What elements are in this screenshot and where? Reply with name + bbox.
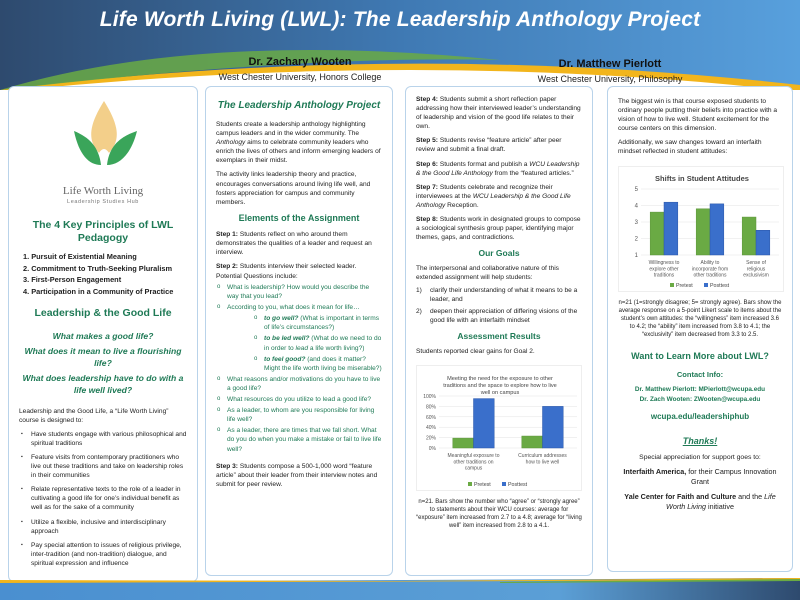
- text-segment: to feel good?: [264, 355, 306, 363]
- y-tick-label: 0%: [428, 446, 436, 453]
- contact-heading: Contact Info:: [676, 369, 724, 379]
- text-segment: initiative: [705, 501, 734, 511]
- goal-item: [416, 307, 582, 325]
- text-segment: Students create a leadership anthology highlighting campus leaders and in the wider community. The: [216, 121, 366, 138]
- text-segment: (What is important in terms of life’s circumstances?): [264, 315, 380, 332]
- step-label: Step 2:: [216, 262, 238, 270]
- legend-label: Posttest: [710, 282, 730, 289]
- steps-list: [416, 95, 582, 242]
- bar-pretest: [453, 438, 474, 448]
- step-2: [216, 262, 382, 271]
- bar-posttest: [756, 230, 770, 255]
- text-segment: Anthology: [216, 139, 246, 147]
- step-text: Students interview their selected leader.: [239, 262, 357, 270]
- step-label: Step 3:: [216, 462, 238, 470]
- logo-leaves-flame-icon: [19, 95, 189, 187]
- author-1: [160, 56, 440, 82]
- bar-posttest: [474, 399, 495, 448]
- chart-caption: n=21 (1=strongly disagree; 5= strongly agree). Bars show the average response on a 5-point Likert scale to items about the student’s own attitudes: the “willingness” item increased 3.6 to 4.2; the “ability” item increased from 3.8 to 4.1; the “exclusivity” item decreased from 3.3 to 2.5.: [618, 299, 782, 339]
- goal-number: 2): [416, 307, 422, 315]
- anthology-description: [216, 120, 382, 165]
- thanks-yale-center: [618, 492, 782, 512]
- legend-swatch-pretest: [468, 482, 472, 486]
- thanks-intro: Special appreciation for support goes to:: [639, 453, 761, 461]
- x-tick-label: Willingness to explore other traditions: [648, 259, 680, 279]
- bar-posttest: [543, 406, 564, 448]
- website-link[interactable]: wcupa.edu/leadershiphub: [650, 412, 750, 422]
- y-tick-label: 80%: [425, 404, 436, 411]
- course-intro: Leadership and the Good Life, a “Life Worth Living” course is designed to:: [19, 407, 169, 424]
- legend-swatch-posttest: [704, 283, 708, 287]
- text-segment: WCU Leadership & the Good Life Anthology: [416, 192, 571, 209]
- author-affiliation: West Chester University, Philosophy: [537, 74, 683, 84]
- text-segment: Step 6:: [416, 160, 438, 168]
- text-segment: Life Worth Living: [666, 492, 776, 511]
- potential-questions-label: Potential Questions include:: [216, 272, 298, 280]
- text-segment: Students format and publish a: [437, 160, 530, 168]
- x-tick-label: Sense of religious exclusivism: [743, 259, 769, 279]
- text-segment: Step 8:: [416, 216, 438, 224]
- step-7: [416, 183, 582, 210]
- interview-question: o What is leadership? How would you describe the way that you lead?: [216, 283, 382, 301]
- y-tick-label: 100%: [423, 394, 436, 401]
- x-tick-label: Curriculum addresses how to live well: [518, 453, 567, 466]
- bar-posttest: [710, 203, 724, 254]
- legend-swatch-posttest: [502, 482, 506, 486]
- author-name: Dr. Matthew Pierlott: [558, 58, 662, 70]
- y-tick-label: 3: [634, 219, 638, 226]
- y-tick-label: 60%: [425, 414, 436, 421]
- legend-label: Pretest: [474, 482, 491, 489]
- panel-attitudes-contact: [607, 86, 793, 572]
- text-segment: Interfaith America,: [623, 467, 687, 477]
- sub-question: [253, 355, 382, 373]
- text-segment: Step 5:: [416, 137, 438, 145]
- text-segment: Students work in designated groups to compose a sociological synthesis group paper, identifying major themes, gaps, and contradictions.: [416, 216, 581, 242]
- text-segment: Step 4:: [416, 96, 438, 103]
- step-5: [416, 136, 582, 154]
- text-segment: for their Campus Innovation Grant: [686, 467, 777, 487]
- poster-header: [0, 0, 800, 90]
- goals-intro: The interpersonal and collaborative nature of this extended assignment will help students:: [416, 265, 559, 282]
- principles-list: [23, 251, 187, 297]
- principles-heading: The 4 Key Principles of LWL Pedagogy: [32, 218, 174, 245]
- y-tick-label: 20%: [425, 435, 436, 442]
- step-3: [216, 462, 382, 489]
- x-tick-label: Meaningful exposure to other traditions on campus: [447, 453, 500, 472]
- anthology-heading: The Leadership Anthology Project: [217, 100, 381, 111]
- attitudes-intro: Additionally, we saw changes toward an interfaith mindset reflected in student attitudes:: [618, 139, 762, 156]
- logo-name: Life Worth Living: [62, 185, 144, 198]
- interview-question: o What resources do you utilize to lead a good life?: [216, 395, 382, 404]
- author-name: Dr. Zachary Wooten: [248, 56, 352, 68]
- text-segment: from the “featured articles.”: [492, 169, 574, 177]
- contact-email[interactable]: Dr. Matthew Pierlott: MPierlott@wcupa.edu: [634, 385, 766, 393]
- list-item: ▪ Pay special attention to issues of religious privilege, inter-tradition (and non-tradition) dialogue, and spiritual expression and influence: [21, 541, 187, 568]
- chart-exposure: [416, 365, 582, 491]
- text-segment: Reception.: [445, 201, 479, 209]
- author-2: [470, 58, 750, 84]
- author-affiliation: West Chester University, Honors College: [218, 72, 382, 82]
- guiding-question: What makes a good life?: [52, 330, 154, 341]
- principle-item: 4. Participation in a Community of Practice: [23, 286, 174, 296]
- y-tick-label: 5: [634, 186, 638, 193]
- learn-more-heading: Want to Learn More about LWL?: [631, 351, 769, 362]
- chart-title: Shifts in Student Attitudes: [655, 173, 749, 183]
- step-text: Students reflect on who around them demonstrates the qualities of a leader and request an interview.: [216, 230, 372, 256]
- legend-label: Posttest: [508, 482, 528, 489]
- text-segment: WCU Leadership & the Good Life Anthology: [416, 160, 580, 177]
- bar-pretest: [650, 212, 664, 255]
- chart-caption: n=21. Bars show the number who “agree” or “strongly agree” to statements about their WCU courses: average for “exposure” item increased from 2.7 to a 4.8; average for “living well” item increased from 2.8 to a 4.1.: [416, 499, 582, 530]
- step-4: [416, 95, 582, 131]
- text-segment: (and does it matter? Might the life worth living be miserable?): [264, 355, 382, 372]
- footer-band: [0, 578, 800, 600]
- y-tick-label: 1: [634, 252, 638, 259]
- goal-text: clarify their understanding of what it means to be a leader, and: [430, 286, 578, 303]
- interview-question: o What reasons and/or motivations do you have to live a good life?: [216, 375, 382, 393]
- goals-list: [416, 286, 582, 325]
- step-1: [216, 230, 382, 257]
- principle-item: 3. First-Person Engagement: [23, 275, 122, 285]
- text-segment: Students revise “feature article” after peer review and submit a final draft.: [416, 137, 562, 154]
- sub-question: [253, 334, 382, 352]
- step-label: Step 1:: [216, 230, 238, 238]
- y-tick-label: 4: [634, 203, 638, 210]
- text-segment: to be led well?: [264, 335, 310, 343]
- anthology-activity: The activity links leadership theory and practice, encourages conversations around living life well, and fosters appreciation for campus and community members.: [216, 171, 371, 206]
- principle-item: 2. Commitment to Truth-Seeking Pluralism: [23, 263, 173, 273]
- panel-anthology: [205, 86, 393, 576]
- course-goals-list: [21, 430, 187, 568]
- principle-item: 1. Pursuit of Existential Meaning: [23, 252, 137, 262]
- text-segment: and the: [736, 492, 765, 502]
- interview-questions: [216, 283, 382, 454]
- chart-title: Meeting the need for the exposure to other traditions and the space to explore how to live well on campus: [443, 376, 557, 397]
- y-tick-label: 2: [634, 236, 638, 243]
- logo-subtitle: Leadership Studies Hub: [67, 199, 139, 206]
- contact-list: [618, 385, 782, 406]
- text-segment: Yale Center for Faith and Culture: [624, 492, 737, 502]
- thanks-interfaith-america: [618, 467, 782, 487]
- step-8: [416, 215, 582, 242]
- legend-label: Pretest: [676, 282, 693, 289]
- text-segment: to go well?: [264, 315, 299, 323]
- goals-heading: Our Goals: [478, 248, 520, 259]
- x-tick-label: Ability to incorporate from other traditions: [691, 259, 729, 279]
- text-segment: a life worth living?): [308, 344, 365, 352]
- guiding-question: What does leadership have to do with a life well lived?: [22, 373, 184, 396]
- text-segment: Students celebrate and recognize their interviewees at the: [416, 183, 553, 200]
- good-life-heading: Leadership & the Good Life: [34, 307, 172, 319]
- list-item: ▪ Relate representative texts to the role of a leader in cultivating a good life for one’s individual benefit as well as for the sake of a community: [21, 485, 187, 512]
- results-heading: Assessment Results: [457, 330, 541, 341]
- step-text: Students compose a 500-1,000 word “feature article” about their leader from their interview notes and submit for peer review.: [216, 462, 378, 488]
- elements-heading: Elements of the Assignment: [238, 212, 360, 223]
- goal-item: [416, 286, 582, 304]
- interview-question: o As a leader, to whom are you responsible for living life well?: [216, 406, 382, 424]
- guiding-questions: [19, 331, 187, 397]
- panel-steps-results: [405, 86, 593, 576]
- question-text: According to you, what does it mean for life…: [227, 304, 360, 312]
- panel-principles: [8, 86, 198, 582]
- legend-swatch-pretest: [670, 283, 674, 287]
- bar-pretest: [742, 217, 756, 255]
- contact-email[interactable]: Dr. Zach Wooten: ZWooten@wcupa.edu: [639, 395, 761, 403]
- results-intro: Students reported clear gains for Goal 2.: [416, 347, 535, 355]
- text-segment: Step 7:: [416, 183, 438, 191]
- text-segment: Students submit a short reflection paper addressing how their interviewed leader’s understanding of leadership and vision of the good life relates to their own.: [416, 96, 581, 131]
- biggest-win-text: The biggest win is that course exposed students to ordinary people putting their beliefs into practice with a vision of how to live well. Student excitement for the course centers on this dimension.: [618, 98, 778, 133]
- interview-question: o As a leader, there are times that we fall short. What do you do when you make a mistake or fail to live life well?: [216, 426, 382, 453]
- text-segment: (What do we need to do in order to: [264, 335, 382, 352]
- list-item: ▪ Utilize a flexible, inclusive and interdisciplinary approach: [21, 518, 187, 536]
- bar-posttest: [664, 202, 678, 255]
- poster-title: Life Worth Living (LWL): The Leadership Anthology Project: [99, 8, 701, 31]
- text-segment: lead: [295, 344, 308, 352]
- step-6: [416, 160, 582, 178]
- thanks-heading: Thanks!: [682, 436, 718, 447]
- list-item: ▪ Have students engage with various philosophical and spiritual traditions: [21, 430, 187, 448]
- sub-questions: [253, 314, 382, 373]
- sub-question: [253, 314, 382, 332]
- guiding-question: What does it mean to live a flourishing life?: [24, 346, 182, 368]
- goal-number: 1): [416, 286, 422, 294]
- list-item: ▪ Feature visits from contemporary practitioners who live out these traditions and take on leadership roles in their communities: [21, 453, 187, 480]
- chart-attitudes: [618, 166, 784, 292]
- interview-question: [216, 303, 382, 373]
- text-segment: aims to celebrate community leaders who enrich the lives of others and inform emerging leaders of exemplars in their midst.: [216, 139, 381, 165]
- bar-pretest: [696, 208, 710, 254]
- goal-text: deepen their appreciation of differing visions of the good life with an interfaith mindset: [430, 307, 578, 324]
- bar-pretest: [522, 436, 543, 448]
- y-tick-label: 40%: [425, 425, 436, 432]
